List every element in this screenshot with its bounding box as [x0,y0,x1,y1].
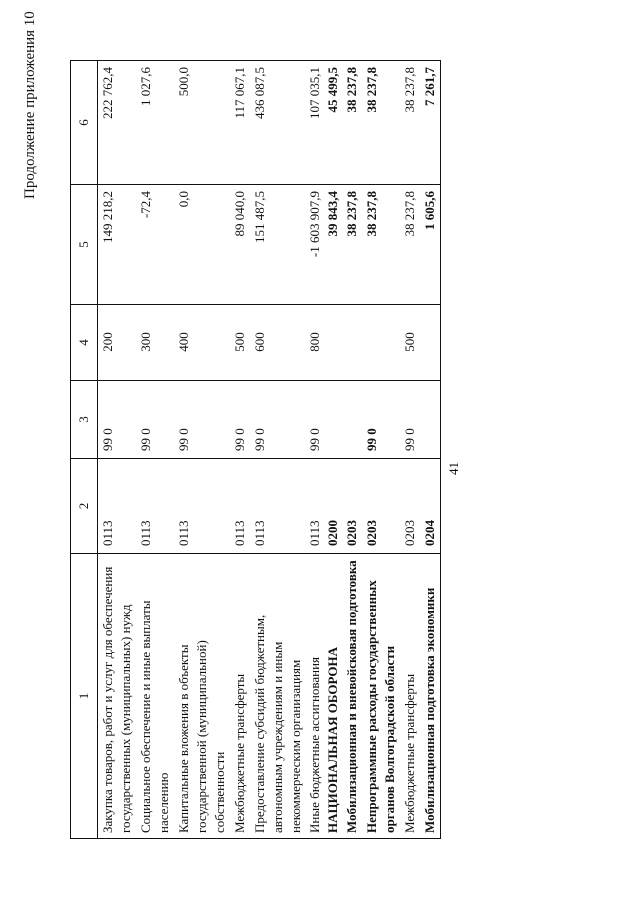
row-amount-change: 38 237,8 [362,185,400,305]
row-amount-change: 0,0 [174,185,230,305]
row-target-code: 99 0 [362,381,400,459]
row-target-code: 99 0 [136,381,174,459]
row-target-code: 99 0 [250,381,306,459]
row-amount-change: 151 487,5 [250,185,306,305]
row-target-code: 99 0 [174,381,230,459]
row-target-code: 99 0 [230,381,250,459]
row-amount-total: 38 237,8 [400,61,420,185]
row-target-code [420,381,441,459]
row-section-code: 0113 [136,459,174,554]
row-amount-total: 1 027,6 [136,61,174,185]
running-title: Продолжение приложения 10 [22,11,38,199]
page-number: 41 [446,462,461,475]
row-expense-type: 200 [98,305,137,381]
row-target-code [342,381,362,459]
table-row [342,61,362,839]
table-row [250,61,306,839]
row-section-code: 0204 [420,459,441,554]
column-header-2: 2 [71,459,98,554]
row-expense-type: 600 [250,305,306,381]
row-target-code [324,381,342,459]
table-row [362,61,400,839]
column-header-6: 6 [71,61,98,185]
row-section-code: 0203 [342,459,362,554]
row-expense-type [420,305,441,381]
row-expense-type: 500 [400,305,420,381]
row-amount-total: 38 237,8 [362,61,400,185]
row-amount-total: 500,0 [174,61,230,185]
row-name: Межбюджетные трансферты [400,554,420,839]
row-expense-type: 500 [230,305,250,381]
row-expense-type [324,305,342,381]
row-section-code: 0203 [362,459,400,554]
row-name: Мобилизационная и вневойсковая подготовка [342,554,362,839]
row-amount-total: 45 499,5 [324,61,342,185]
row-name: Иные бюджетные ассигнования [306,554,324,839]
row-expense-type: 800 [306,305,324,381]
row-target-code: 99 0 [98,381,137,459]
row-section-code: 0200 [324,459,342,554]
row-expense-type: 300 [136,305,174,381]
table-row [420,61,441,839]
row-name: Непрограммные расходы государственных органов Волгоградской области [362,554,400,839]
column-header-3: 3 [71,381,98,459]
row-amount-change: 89 040,0 [230,185,250,305]
row-amount-total: 222 762,4 [98,61,137,185]
row-amount-total: 7 261,7 [420,61,441,185]
row-name: НАЦИОНАЛЬНАЯ ОБОРОНА [324,554,342,839]
row-amount-change: -72,4 [136,185,174,305]
row-section-code: 0113 [306,459,324,554]
row-expense-type [362,305,400,381]
row-name: Закупка товаров, работ и услуг для обеспечения государственных (муниципальных) нужд [98,554,137,839]
row-expense-type [342,305,362,381]
row-name: Социальное обеспечение и иные выплаты населению [136,554,174,839]
row-amount-change: 1 605,6 [420,185,441,305]
row-name: Предоставление субсидий бюджетным, автономным учреждениям и иным некоммерческим организациям [250,554,306,839]
table-row [174,61,230,839]
row-target-code: 99 0 [306,381,324,459]
row-amount-change: 38 237,8 [342,185,362,305]
row-amount-change: 38 237,8 [400,185,420,305]
table-header-row [71,61,98,839]
row-section-code: 0203 [400,459,420,554]
row-section-code: 0113 [174,459,230,554]
row-amount-total: 117 067,1 [230,61,250,185]
column-header-1: 1 [71,554,98,839]
row-amount-total: 38 237,8 [342,61,362,185]
row-amount-change: -1 603 907,9 [306,185,324,305]
table-row [306,61,324,839]
row-section-code: 0113 [250,459,306,554]
table-row [324,61,342,839]
row-amount-total: 436 087,5 [250,61,306,185]
row-name: Межбюджетные трансферты [230,554,250,839]
budget-table [70,60,441,839]
row-section-code: 0113 [98,459,137,554]
column-header-5: 5 [71,185,98,305]
column-header-4: 4 [71,305,98,381]
row-amount-total: 107 035,1 [306,61,324,185]
row-amount-change: 39 843,4 [324,185,342,305]
table-row [230,61,250,839]
table-row [400,61,420,839]
row-section-code: 0113 [230,459,250,554]
row-amount-change: 149 218,2 [98,185,137,305]
table-row [136,61,174,839]
row-name: Мобилизационная подготовка экономики [420,554,441,839]
row-name: Капитальные вложения в объекты государственной (муниципальной) собственности [174,554,230,839]
row-target-code: 99 0 [400,381,420,459]
table-row [98,61,137,839]
row-expense-type: 400 [174,305,230,381]
